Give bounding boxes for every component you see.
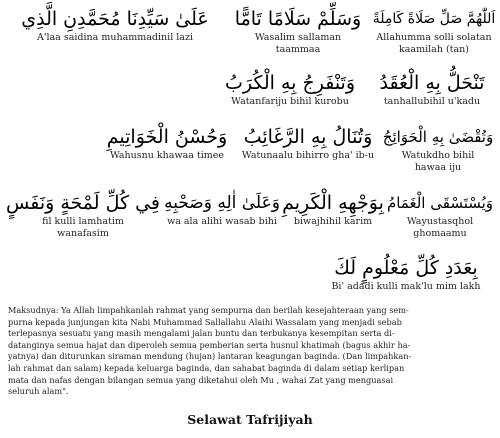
verse-block (316, 255, 496, 293)
transliteration: A'laa saidina muhammadinil lazi (36, 32, 194, 43)
transliteration: Wasalim sallaman taammaa (254, 32, 342, 55)
transliteration: Watukdho bihil hawaa iju (401, 150, 475, 173)
transliteration: Wayustasqhol ghomaamu (406, 216, 474, 239)
transliteration: Allahumma solli solatan kaamilah (tan) (376, 32, 492, 55)
verse-block (380, 124, 496, 174)
verse-block (372, 6, 496, 56)
arabic-verse: تَنْحَلُّ بِهِ الْعُقَدُ (379, 72, 485, 94)
verse-block (4, 190, 162, 240)
verse-block (236, 124, 380, 162)
transliteration: fil kulli lamhatim wanafasim (42, 216, 124, 239)
arabic-verse: اَللّٰهُمَّ صَلِّ صَلَاةً كَامِلَةً (372, 11, 496, 27)
transliteration: Watunaalu bihirro gha' ib-u (241, 150, 375, 161)
arabic-verse: عَلَىٰ سَيِّدِنَا مُحَمَّدِنِ الَّذِي (21, 8, 209, 30)
arabic-verse: فِي كُلِّ لَمْحَةٍ وَنَفَسٍ (6, 192, 160, 214)
meaning-paragraph: Maksudnya: Ya Allah limpahkanlah rahmat yang sempurna dan berilah kesejahteraan yang sem- purna kepada junjungan kita Nabi Muhammad Sallallahu Alaihi Wassalam yang menjadi sebab terlepasnya sesuatu yang masih mengalami jalan buntu dan terbukanya kesempitan serta di- datanginya semua hajat dan diperoleh semua pemberian serta husnul khatimah (bagus akhir ha- yatnya) dan diturunkan siraman mendung (hujan) lantaran keagungan baginda. (Dan limpahkan- lah rahmat dan salam) kepada keluarga baginda, dan sahabat baginda di dalam setiap kerlipan mata dan nafas dengan bilangan semua yang diketahui oleh Mu , wahai Zat yang menguasai seluruh alam". (8, 305, 412, 397)
arabic-verse: وَتَنْفَرِجُ بِهِ الْكُرَبُ (224, 72, 356, 94)
verse-block (4, 6, 226, 44)
transliteration: biwajhihil karim (293, 216, 373, 227)
verse-block (228, 6, 368, 56)
transliteration: tanhallubihil u'kadu (383, 96, 481, 107)
arabic-verse: وَيُسْتَسْقَى الْغَمَامُ (386, 194, 494, 212)
arabic-verse: وَسَلِّمْ سَلَامًا تَامًّا (234, 8, 362, 30)
arabic-verse: وَتُقْضَىٰ بِهِ الْحَوَائِجُ (382, 128, 494, 146)
transliteration: Wahusnu khawaa timee (109, 150, 225, 161)
transliteration: Bi' adadi kulli mak'lu mim lakh (331, 281, 481, 292)
arabic-verse: وَتُنَالُ بِهِ الرَّغَائِبُ (243, 126, 373, 148)
arabic-verse: وَعَلَىٰ اٰلِهِ وَصَحْبِهِ (164, 193, 280, 213)
transliteration: Watanfariju bihil kurobu (231, 96, 349, 107)
document-title: Selawat Tafrijiyah (187, 412, 313, 427)
verse-block (384, 190, 496, 240)
arabic-verse: بِعَدَدِ كُلِّ مَعْلُومٍ لَكَ (334, 257, 478, 279)
verse-block (100, 124, 234, 162)
verse-block (282, 190, 384, 228)
verse-block (164, 190, 280, 228)
verse-block (220, 70, 360, 108)
arabic-verse: بِوَجْهِهِ الْكَرِيمِ (282, 192, 384, 214)
arabic-verse: وَحُسْنُ الْخَوَاتِيمِ (106, 126, 228, 148)
transliteration: wa ala alihi wasab bihi (167, 216, 277, 227)
verse-block (368, 70, 496, 108)
